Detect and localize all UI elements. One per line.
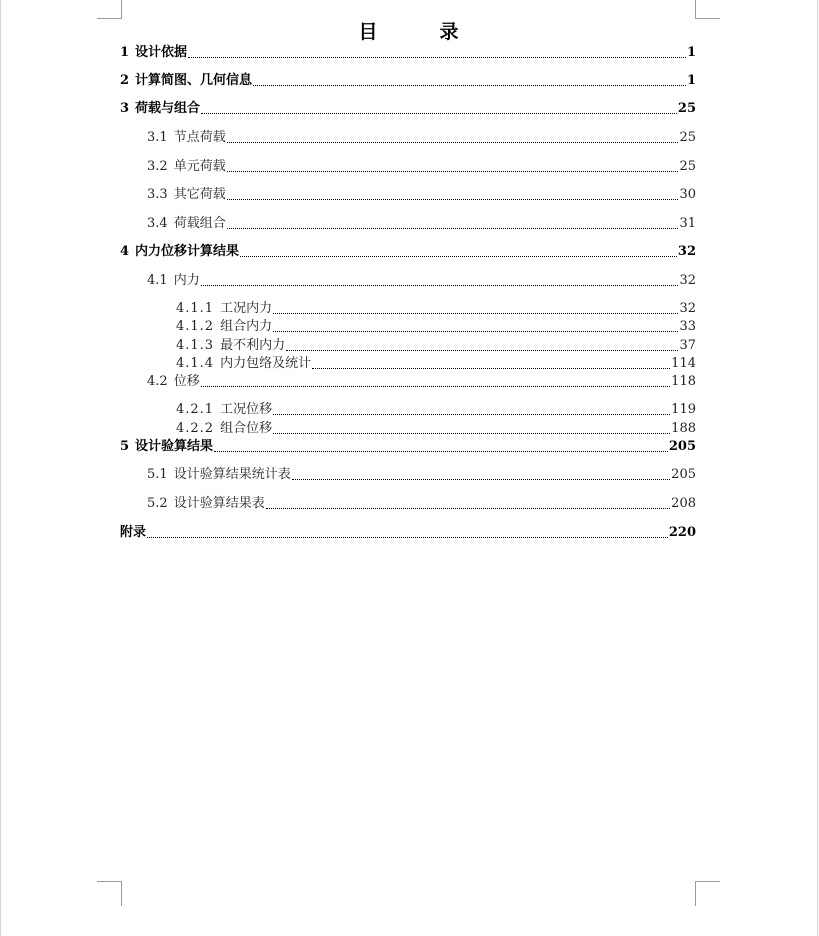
toc-entry-text: 工况位移 — [220, 402, 273, 417]
toc-entry-text: 设计依据 — [135, 45, 188, 60]
toc-entry-number: 4.1.1 — [176, 301, 215, 316]
toc-entry-text: 附录 — [120, 525, 147, 540]
toc-entry-page: 188 — [671, 421, 696, 436]
toc-entry-page: 119 — [671, 402, 696, 417]
margin-corner-bottom-left — [97, 881, 122, 906]
toc-leader-dots — [188, 57, 686, 58]
toc-leader-dots — [286, 350, 678, 351]
toc-entry-text: 设计验算结果表 — [173, 496, 265, 511]
toc-entry-page: 32 — [679, 273, 696, 288]
toc-leader-dots — [273, 331, 678, 332]
toc-entry-page: 1 — [686, 73, 696, 88]
toc-leader-dots — [227, 142, 679, 143]
toc-entry-text: 设计验算结果 — [135, 439, 214, 454]
toc-entry-4-2[interactable] — [147, 373, 696, 391]
toc-entry-3-4[interactable] — [147, 215, 696, 233]
toc-entry-number: 4.1.2 — [176, 319, 215, 334]
toc-entry-page: 205 — [671, 467, 696, 482]
toc-entry-text: 内力位移计算结果 — [135, 244, 240, 259]
toc-leader-dots — [147, 537, 668, 538]
toc-entry-5-1[interactable] — [147, 466, 696, 484]
toc-entry-2[interactable] — [120, 72, 696, 90]
toc-entry-number: 4.2 — [147, 374, 168, 389]
toc-entry-number: 3.2 — [147, 159, 168, 174]
toc-entry-page: 25 — [679, 130, 696, 145]
toc-entry-page: 220 — [668, 525, 696, 540]
toc-title — [0, 17, 819, 44]
toc-leader-dots — [240, 256, 677, 257]
toc-entry-text: 荷载与组合 — [135, 101, 201, 116]
page-left-edge — [0, 0, 1, 936]
toc-entry-page: 32 — [679, 301, 696, 316]
toc-leader-dots — [201, 285, 679, 286]
toc-entry-page: 205 — [668, 439, 696, 454]
toc-entry-3-2[interactable] — [147, 158, 696, 176]
toc-leader-dots — [266, 508, 670, 509]
toc-leader-dots — [227, 199, 679, 200]
toc-title-part2: 录 — [439, 21, 461, 43]
toc-leader-dots — [273, 414, 670, 415]
toc-entry-page: 25 — [679, 159, 696, 174]
toc-entry-4-1-4[interactable] — [176, 355, 696, 373]
toc-entry-text: 其它荷载 — [173, 187, 226, 202]
toc-leader-dots — [312, 368, 670, 369]
toc-entry-text: 工况内力 — [220, 301, 273, 316]
toc-entry-text: 位移 — [173, 374, 200, 389]
toc-entry-text: 单元荷载 — [173, 159, 226, 174]
toc-entry-number: 4.1 — [147, 273, 168, 288]
toc-entry-number: 4.1.4 — [176, 356, 215, 371]
toc-leader-dots — [201, 386, 670, 387]
toc-entry-number: 5.2 — [147, 496, 168, 511]
toc-entry-5-2[interactable] — [147, 495, 696, 513]
toc-entry-text: 荷载组合 — [173, 216, 226, 231]
toc-entry-text: 节点荷载 — [173, 130, 226, 145]
toc-entry-3-1[interactable] — [147, 129, 696, 147]
toc-entry-page: 32 — [677, 244, 696, 259]
toc-entry-5[interactable] — [120, 438, 696, 456]
toc-entry-4-2-2[interactable] — [176, 420, 696, 438]
toc-leader-dots — [253, 85, 686, 86]
toc-entry-text: 组合内力 — [220, 319, 273, 334]
toc-entry-number: 5.1 — [147, 467, 168, 482]
toc-entry-number: 4.2.1 — [176, 402, 215, 417]
toc-entry-number: 2 — [120, 73, 130, 88]
toc-title-part1: 目 — [358, 21, 380, 43]
toc-leader-dots — [201, 113, 677, 114]
toc-entry-number: 4 — [120, 244, 130, 259]
toc-entry-1[interactable] — [120, 44, 696, 62]
page-right-edge — [817, 0, 818, 936]
toc-entry-4-1-2[interactable] — [176, 318, 696, 336]
toc-entry-text: 设计验算结果统计表 — [173, 467, 291, 482]
toc-entry-page: 33 — [679, 319, 696, 334]
toc-entry-4-1[interactable] — [147, 272, 696, 290]
toc-entry-3-3[interactable] — [147, 186, 696, 204]
toc-leader-dots — [227, 228, 679, 229]
toc-entry-number: 3.1 — [147, 130, 168, 145]
toc-entry-number: 3.3 — [147, 187, 168, 202]
toc-entry-number: 1 — [120, 45, 130, 60]
toc-leader-dots — [273, 313, 678, 314]
toc-leader-dots — [273, 433, 670, 434]
toc-entry-number: 5 — [120, 439, 130, 454]
toc-entry-text: 组合位移 — [220, 421, 273, 436]
toc-entry-page: 118 — [671, 374, 696, 389]
toc-entry-3[interactable] — [120, 100, 696, 118]
toc-entry-appendix[interactable] — [120, 524, 696, 542]
toc-entry-4-1-3[interactable] — [176, 337, 696, 355]
toc-entry-4-2-1[interactable] — [176, 401, 696, 419]
toc-leader-dots — [227, 171, 679, 172]
toc-entry-page: 114 — [671, 356, 696, 371]
toc-entry-text: 最不利内力 — [220, 338, 286, 353]
toc-entry-page: 208 — [671, 496, 696, 511]
toc-entry-4-1-1[interactable] — [176, 300, 696, 318]
toc-entry-page: 25 — [677, 101, 696, 116]
toc-entry-page: 31 — [679, 216, 696, 231]
toc-leader-dots — [292, 479, 670, 480]
toc-entry-number: 3 — [120, 101, 130, 116]
toc-entry-text: 计算简图、几何信息 — [135, 73, 253, 88]
toc-entry-page: 30 — [679, 187, 696, 202]
toc-entry-number: 3.4 — [147, 216, 168, 231]
margin-corner-bottom-right — [695, 881, 720, 906]
toc-entry-text: 内力 — [173, 273, 200, 288]
toc-leader-dots — [214, 451, 668, 452]
toc-entry-4[interactable] — [120, 243, 696, 261]
toc-entry-text: 内力包络及统计 — [220, 356, 312, 371]
toc-entry-page: 1 — [686, 45, 696, 60]
toc-entry-number: 4.1.3 — [176, 338, 215, 353]
toc-entry-number: 4.2.2 — [176, 421, 215, 436]
toc-entry-page: 37 — [679, 338, 696, 353]
